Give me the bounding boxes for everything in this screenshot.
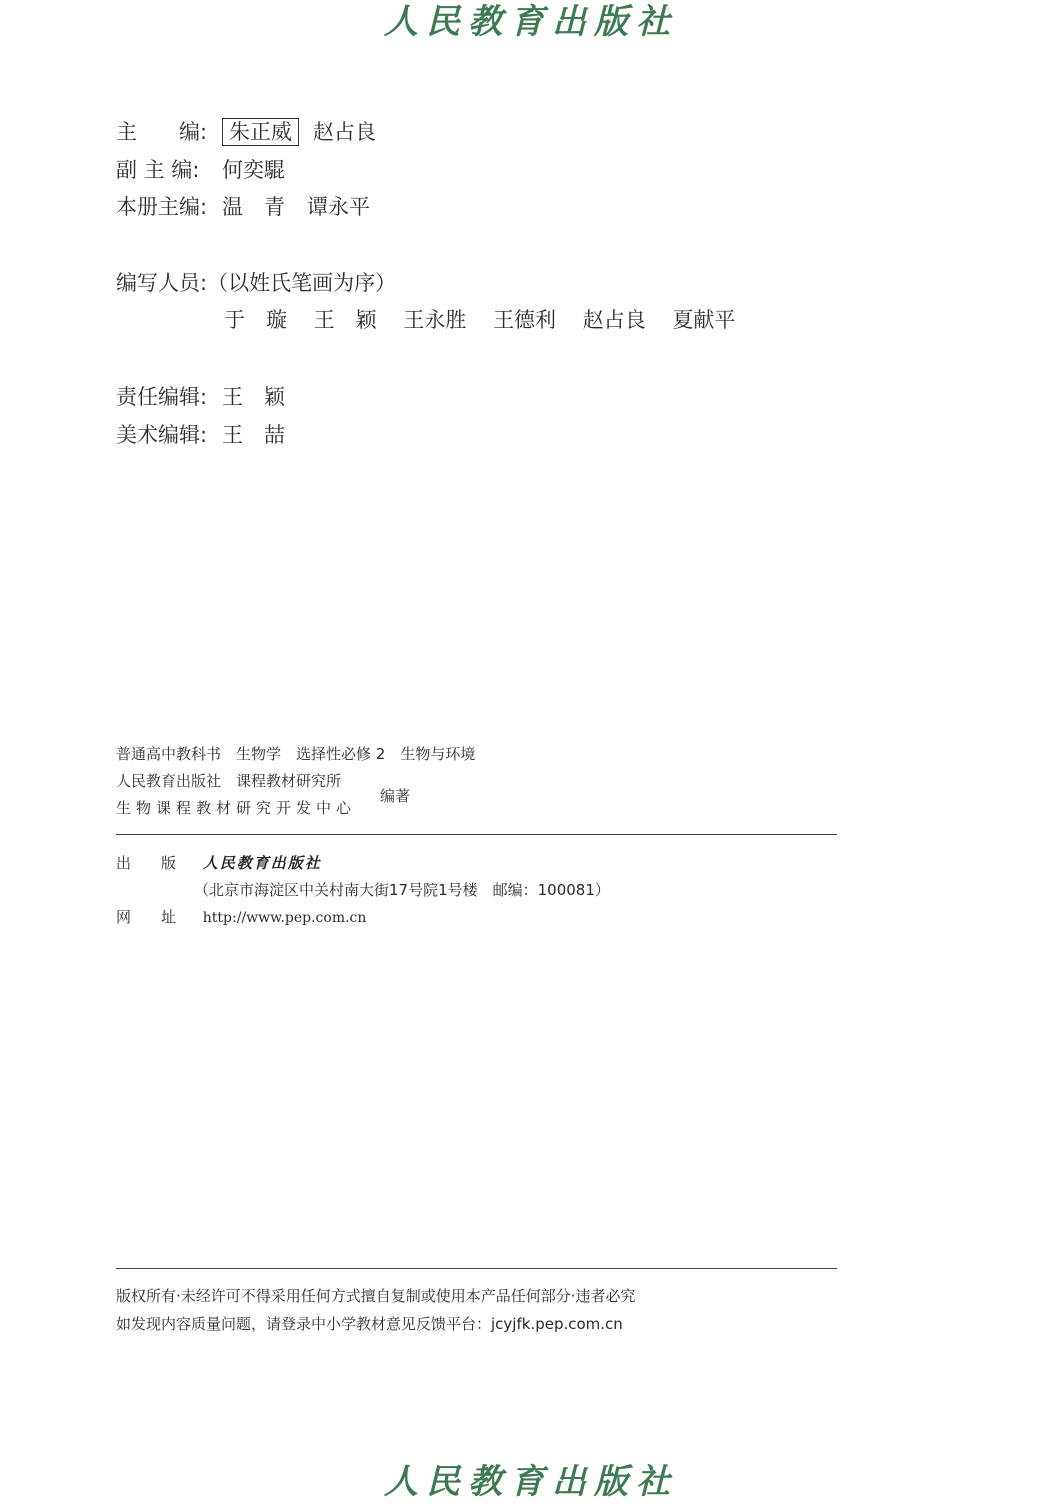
writers-label: 编写人员: [116, 271, 208, 295]
volume-editor-row [116, 193, 384, 221]
deputy-editor: 何奕騉 [222, 158, 285, 182]
deputy-editor-row [116, 156, 299, 184]
book-title-line: 普通高中教科书 生物学 选择性必修 2 生物与环境 [116, 745, 476, 763]
website-row [116, 907, 366, 928]
chief-editor-1: 朱正威 [222, 118, 299, 146]
writers-list [224, 306, 755, 334]
publisher-logo-top: 人民教育出版社 [384, 2, 678, 42]
chief-editor-2: 赵占良 [313, 120, 376, 144]
feedback-notice: 如发现内容质量问题，请登录中小学教材意见反馈平台：jcyjfk.pep.com.cn [116, 1315, 623, 1333]
responsible-editor: 王 颖 [222, 385, 285, 409]
divider-top [116, 834, 837, 835]
responsible-editor-label: 责任编辑: [116, 385, 208, 409]
writer-name: 王永胜 [403, 308, 467, 332]
writer-name: 于 璇 [224, 308, 287, 332]
art-editor-label: 美术编辑: [116, 423, 208, 447]
copyright-notice: 版权所有·未经许可不得采用任何方式擅自复制或使用本产品任何部分·违者必究 [116, 1287, 636, 1305]
publisher-label: 出 版 [116, 854, 177, 872]
writers-row [116, 269, 396, 297]
volume-editor-1: 温 青 [222, 195, 285, 219]
divider-bottom [116, 1268, 837, 1269]
writer-name: 赵占良 [582, 308, 646, 332]
publisher-logo-bottom: 人民教育出版社 [384, 1462, 678, 1502]
responsible-editor-row [116, 383, 299, 411]
writer-name: 夏献平 [672, 308, 736, 332]
compiled-word: 编著 [380, 787, 411, 805]
deputy-editor-label: 副 主 编: [116, 158, 200, 182]
chief-editor-label: 主 编: [116, 120, 208, 144]
art-editor-row [116, 421, 299, 449]
website-label: 网 址 [116, 908, 177, 926]
compiler-2: 生物课程教材研究开发中心 [116, 799, 357, 817]
writer-name: 王 颖 [313, 308, 377, 332]
writers-note: （以姓氏笔画为序） [207, 271, 397, 295]
publisher-name: 人民教育出版社 [202, 854, 322, 872]
volume-editor-2: 谭永平 [307, 195, 370, 219]
chief-editor-row [116, 118, 390, 146]
writer-name: 王德利 [493, 308, 557, 332]
publisher-address: （北京市海淀区中关村南大街17号院1号楼 邮编：100081） [194, 881, 610, 899]
art-editor: 王 喆 [222, 423, 285, 447]
compiler-1: 人民教育出版社 课程教材研究所 [116, 772, 342, 790]
volume-editor-label: 本册主编: [116, 195, 208, 219]
website-link[interactable]: http://www.pep.com.cn [202, 910, 367, 926]
publisher-row [116, 853, 322, 873]
